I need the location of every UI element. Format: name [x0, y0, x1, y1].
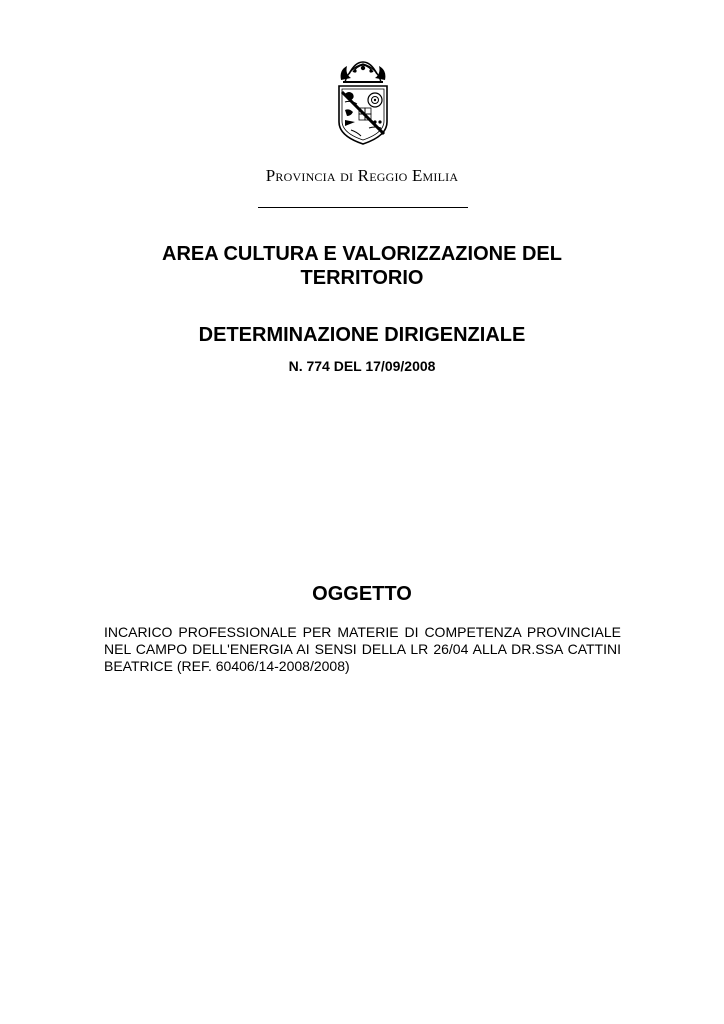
- determination-title: DETERMINAZIONE DIRIGENZIALE: [198, 324, 526, 346]
- subject-text: INCARICO PROFESSIONALE PER MATERIE DI COMPETENZA PROVINCIALE NEL CAMPO DELL'ENERGIA AI SENSI DELLA LR 26/04 ALLA DR.SSA CATTINI BEATRICE (REF. 60406/14-2008/2008): [104, 624, 621, 674]
- header-divider: [258, 207, 468, 208]
- area-title: AREA CULTURA E VALORIZZAZIONE DEL TERRITORIO: [162, 243, 562, 289]
- determination-number: N. 774 DEL 17/09/2008: [288, 358, 436, 374]
- subject-heading: OGGETTO: [312, 583, 412, 605]
- coat-of-arms-icon: [331, 60, 395, 146]
- province-name: Provincia di Reggio Emilia: [265, 166, 459, 185]
